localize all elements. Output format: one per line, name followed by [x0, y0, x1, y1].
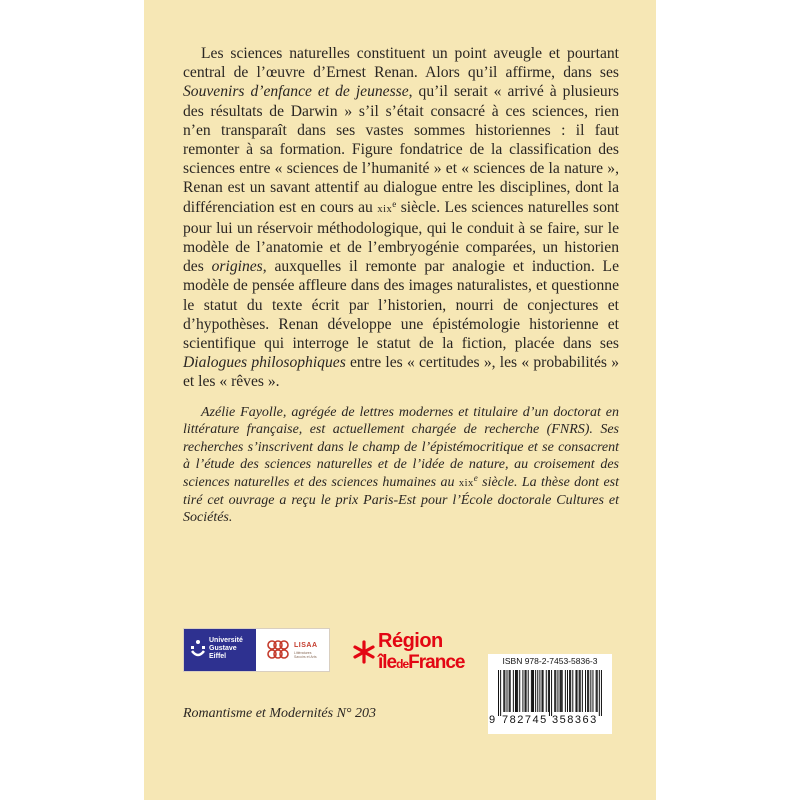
partner-logos	[183, 628, 330, 672]
lisaa-name: LISAA	[294, 642, 318, 649]
barcode-bar	[519, 670, 520, 712]
origines-word: origines	[211, 258, 263, 276]
barcode-bar	[532, 670, 533, 712]
isbn-label: ISBN 978-2-7453-5836-3	[502, 656, 598, 666]
summary-text-2: , qu’il serait « arrivé à plusieurs des résultats de Darwin » s’il s’était consacré à ces sciences, rien n’en transparaît dans ses vastes sommes historiennes : il faut remonter à sa formation. Figure fondatrice de la classification des sciences entre « sciences de l’humanité » et « sciences de la nature », Renan est un savant attentif au dialogue entre les disciplines, dont la différenciation est en cours au	[183, 83, 619, 216]
region-word: Région	[378, 630, 443, 652]
barcode-bar	[575, 670, 576, 712]
barcode-bar	[596, 670, 597, 712]
book-summary	[183, 44, 619, 392]
ile-de-france-word	[378, 652, 464, 674]
barcode-bar	[565, 670, 566, 712]
barcode-bar	[585, 670, 586, 712]
lisaa-subtitle: Littératures Savoirs et Arts	[294, 651, 317, 659]
university-name	[209, 637, 243, 661]
barcode-bar	[528, 670, 529, 712]
university-mark-icon	[189, 639, 207, 661]
barcode-bar	[557, 670, 558, 712]
author-century-suffix: e	[473, 472, 478, 483]
barcode-bar	[599, 670, 600, 716]
author-century-numeral: xix	[458, 477, 474, 489]
author-bio	[183, 404, 619, 527]
barcode-bar	[510, 670, 511, 712]
ile-word: île	[378, 652, 397, 673]
summary-paragraph	[183, 44, 619, 392]
region-ile-de-france-logo	[352, 630, 482, 678]
summary-text-3: siècle. Les sciences naturelles sont pour lui un réservoir méthodologique, qui le conduit à se faire, sur le modèle de l’anatomie et de l’embryogénie comparées, un historien des	[183, 198, 620, 276]
barcode-bar	[509, 670, 510, 712]
barcode-bar	[587, 670, 588, 712]
work-title-dialogues: Dialogues philosophiques	[183, 354, 346, 372]
barcode-bar	[562, 670, 563, 712]
barcode-bar	[570, 670, 571, 712]
barcode-bar	[516, 670, 517, 712]
barcode-bar	[525, 670, 526, 712]
barcode-bar	[590, 670, 591, 712]
barcode-bar	[522, 670, 523, 712]
author-text-1: Azélie Fayolle, agrégée de lettres modernes et titulaire d’un doctorat en littérature française, est actuellement chargée de recherche (FNRS). Ses recherches s’inscrivent dans le champ de l’épistémocritique et se consacrent à l’étude des sciences naturelles et de l’idée de nature, au croisement des sciences naturelles et des sciences humaines au	[183, 405, 619, 490]
barcode-bar	[548, 670, 549, 712]
barcode-bar	[601, 670, 602, 716]
barcode-bar	[577, 670, 578, 712]
universite-gustave-eiffel-logo	[184, 629, 256, 671]
barcode-bar	[567, 670, 568, 712]
de-word: de	[396, 657, 409, 671]
author-paragraph	[183, 404, 619, 527]
barcode-bar	[515, 670, 516, 712]
barcode-bar	[537, 670, 538, 712]
barcode-digit-lead: 9	[489, 714, 496, 726]
barcode-bar	[588, 670, 589, 712]
university-name-line-2: Gustave	[209, 645, 237, 652]
summary-text-5: entre les « certitudes », les « probabilités » et les « rêves ».	[183, 354, 620, 391]
barcode-bar	[580, 670, 581, 712]
barcode-bar	[504, 670, 505, 712]
france-word: France	[408, 652, 465, 673]
barcode-bar	[555, 670, 556, 712]
lisaa-mark-icon	[266, 639, 290, 661]
barcode-bar	[549, 670, 550, 716]
star-icon	[352, 640, 376, 664]
barcode-bar	[517, 670, 518, 712]
barcode-bar	[513, 670, 514, 712]
barcode-bar	[597, 670, 598, 712]
barcode-bar	[503, 670, 504, 712]
century-numeral: xix	[377, 203, 393, 215]
barcode-bar	[569, 670, 570, 712]
barcode-bar	[526, 670, 527, 712]
isbn-barcode	[488, 654, 612, 734]
barcode-bar	[531, 670, 532, 712]
barcode-bar	[539, 670, 540, 712]
university-name-line-3: Eiffel	[209, 653, 227, 660]
barcode-bar	[560, 670, 561, 712]
century-suffix: e	[392, 198, 397, 209]
barcode-bar	[506, 670, 507, 712]
author-text-2: siècle. La thèse dont est tiré cet ouvrage a reçu le prix Paris-Est pour l’École doctorale Cultures et Sociétés.	[183, 474, 619, 526]
barcode-bar	[533, 670, 534, 712]
barcode-digits-left: 782745	[502, 714, 548, 726]
barcode-bar	[546, 670, 547, 712]
summary-text-1: Les sciences naturelles constituent un point aveugle et pourtant central de l’œuvre d’Ernest Renan. Alors qu’il affirme, dans ses	[183, 45, 619, 82]
barcode-bar	[551, 670, 552, 716]
work-title-souvenirs: Souvenirs d’enfance et de jeunesse	[183, 83, 409, 101]
barcode-bar	[579, 670, 580, 712]
summary-text-4: , auxquelles il remonte par analogie et induction. Le modèle de pensée affleure dans des images naturalistes, et questionne le statut du texte écrit par l’historien, nourri de conjectures et d’hypothèses. Renan développe une épistémologie historienne et scientifique qui interroge le statut de la fiction, placée dans ses	[183, 258, 619, 353]
barcode-bar	[500, 670, 501, 716]
barcode-bar	[543, 670, 544, 712]
barcode-digits-right: 358363	[552, 714, 598, 726]
barcode-bar	[572, 670, 573, 712]
barcode-bar	[592, 670, 593, 712]
barcode-bar	[498, 670, 499, 716]
barcode-bar	[554, 670, 555, 712]
barcode-bar	[542, 670, 543, 712]
collection-name: Romantisme et Modernités N° 203	[183, 706, 377, 721]
barcode-bars	[498, 670, 602, 716]
barcode-bar	[582, 670, 583, 712]
university-name-line-1: Université	[209, 637, 243, 644]
barcode-bar	[535, 670, 536, 712]
lisaa-logo	[256, 629, 329, 671]
barcode-bar	[561, 670, 562, 712]
